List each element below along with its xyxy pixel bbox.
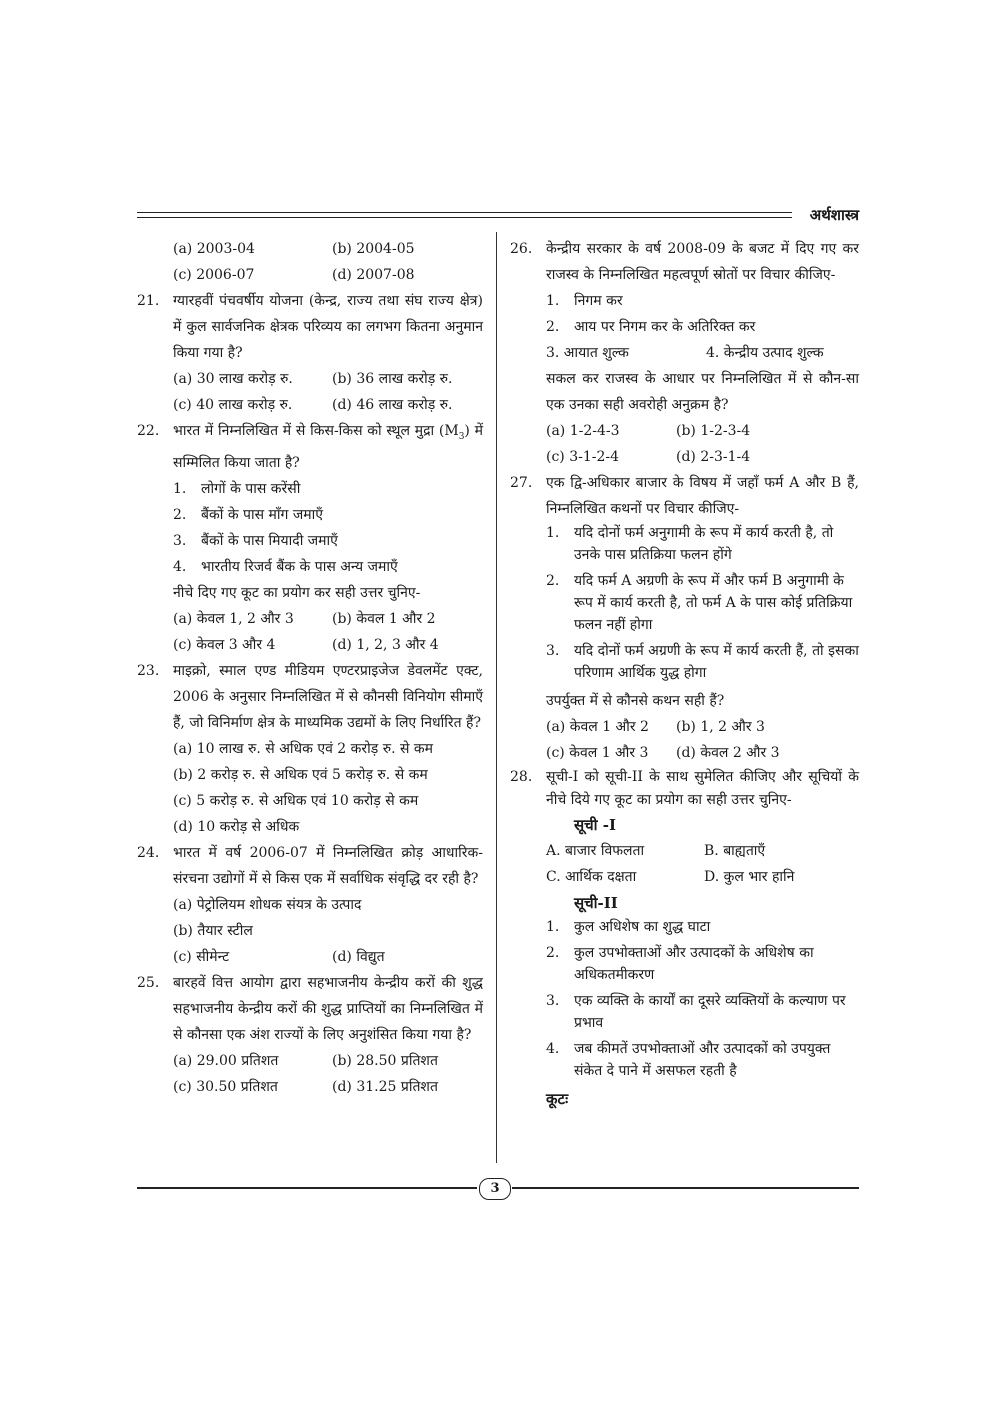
item-text: यदि दोनों फर्म अनुगामी के रूप में कार्य करती है, तो उनके पास प्रतिक्रिया फलन होंगे xyxy=(574,525,834,563)
list-1-item: D. कुल भार हानि xyxy=(704,869,795,885)
question-27-options xyxy=(510,714,859,766)
header-rule xyxy=(137,217,792,218)
option: (c) सीमेन्ट xyxy=(173,948,230,965)
item-text: भारतीय रिजर्व बैंक के पास अन्य जमाएँ xyxy=(201,558,398,575)
question-22-options xyxy=(137,606,483,658)
header-rule xyxy=(137,212,792,213)
item-text: यदि दोनों फर्म अग्रणी के रूप में कार्य करती हैं, तो इसका परिणाम आर्थिक युद्ध होगा xyxy=(574,643,859,681)
option: (d) 46 लाख करोड़ रु. xyxy=(332,397,453,413)
option: (a) 1-2-4-3 xyxy=(546,423,620,439)
column-divider xyxy=(496,232,497,1163)
option: (d) 2-3-1-4 xyxy=(676,449,751,465)
option: (c) 5 करोड़ रु. से अधिक एवं 10 करोड़ से कम xyxy=(173,792,419,809)
item-number: 3. xyxy=(173,532,187,549)
list-1-item: C. आर्थिक दक्षता xyxy=(546,869,637,885)
option: (c) 40 लाख करोड़ रु. xyxy=(173,397,293,413)
item-text: लोगों के पास करेंसी xyxy=(201,480,301,497)
question-26-options xyxy=(510,418,859,470)
question-21 xyxy=(137,288,483,366)
list-item xyxy=(137,476,483,502)
option: (c) 30.50 प्रतिशत xyxy=(173,1078,278,1095)
list-1-item: B. बाह्यताएँ xyxy=(704,843,766,859)
option: (c) 2006-07 xyxy=(173,267,255,283)
question-text-part: ) में सम्मिलित किया जाता है? xyxy=(173,423,483,471)
footer-rule xyxy=(512,1187,859,1189)
option: (d) 31.25 प्रतिशत xyxy=(332,1078,438,1095)
list-item xyxy=(510,314,859,340)
question-text xyxy=(173,418,483,476)
question-number: 26. xyxy=(510,241,533,257)
list-2-title: सूची-II xyxy=(574,894,618,912)
instruction-text: नीचे दिए गए कूट का प्रयोग कर सही उत्तर चुनिए- xyxy=(173,584,421,601)
option: (b) केवल 1 और 2 xyxy=(332,610,436,627)
question-text: एक द्वि-अधिकार बाजार के विषय में जहाँ फर्म A और B हैं, निम्नलिखित कथनों पर विचार कीजिए- xyxy=(546,475,859,517)
option: (b) 2 करोड़ रु. से अधिक एवं 5 करोड़ रु. से कम xyxy=(173,766,428,783)
question-number: 23. xyxy=(137,662,160,679)
prev-question-options xyxy=(137,236,483,288)
option: (b) 28.50 प्रतिशत xyxy=(332,1052,438,1069)
item-number: 2. xyxy=(546,573,560,589)
left-column xyxy=(137,236,483,1100)
list-item xyxy=(510,570,859,636)
item-number: 2. xyxy=(546,319,560,335)
option: (a) पेट्रोलियम शोधक संयत्र के उत्पाद xyxy=(173,896,362,913)
question-number: 22. xyxy=(137,423,160,439)
option: (d) 1, 2, 3 और 4 xyxy=(332,636,439,653)
list-item xyxy=(510,288,859,314)
subscript: 3 xyxy=(458,431,465,442)
item-number: 1. xyxy=(546,525,560,541)
page-number: 3 xyxy=(479,1178,511,1200)
item-number: 3. xyxy=(546,643,560,659)
option: (d) विद्युत xyxy=(332,948,385,965)
list-2-item xyxy=(510,916,859,938)
question-number: 21. xyxy=(137,293,160,309)
option: (b) 36 लाख करोड़ रु. xyxy=(332,371,453,387)
list-item: 3. आयात शुल्क xyxy=(546,345,629,361)
question-number: 27. xyxy=(510,475,533,491)
option: (b) 2004-05 xyxy=(332,241,415,257)
item-text: कुल अधिशेष का शुद्ध घाटा xyxy=(574,919,711,935)
item-number: 4. xyxy=(173,558,187,575)
item-text: बैंकों के पास मियादी जमाएँ xyxy=(201,532,338,549)
question-26 xyxy=(510,236,859,288)
option: (a) 10 लाख रु. से अधिक एवं 2 करोड़ रु. से कम xyxy=(173,740,434,757)
option: (b) 1-2-3-4 xyxy=(676,423,751,439)
list-2-item xyxy=(510,1038,859,1082)
item-number: 1. xyxy=(546,293,560,309)
option: (c) केवल 3 और 4 xyxy=(173,636,276,653)
list-item-pair xyxy=(510,340,859,366)
list-2-item xyxy=(510,942,859,986)
question-24-options xyxy=(137,944,483,970)
item-text: बैंकों के पास माँग जमाएँ xyxy=(201,506,323,523)
instruction-text: उपर्युक्त में से कौनसे कथन सही हैं? xyxy=(546,693,725,709)
option: (a) 30 लाख करोड़ रु. xyxy=(173,371,293,387)
item-number: 1. xyxy=(546,919,560,935)
question-number: 25. xyxy=(137,974,160,991)
option: (a) केवल 1 और 2 xyxy=(546,719,649,735)
footer-rule xyxy=(137,1187,477,1189)
item-text: यदि फर्म A अग्रणी के रूप में और फर्म B अनुगामी के रूप में कार्य करती है, तो फर्म A के पास कोई प्रतिक्रिया फलन नहीं होगा xyxy=(574,573,853,633)
list-item xyxy=(137,528,483,554)
item-number: 2. xyxy=(173,506,187,523)
option: (b) तैयार स्टील xyxy=(173,922,253,939)
item-text: कुल उपभोक्ताओं और उत्पादकों के अधिशेष का अधिकतमीकरण xyxy=(574,945,814,983)
question-27 xyxy=(510,470,859,522)
option: (a) केवल 1, 2 और 3 xyxy=(173,610,294,627)
option: (c) केवल 1 और 3 xyxy=(546,745,649,761)
item-text: जब कीमतें उपभोक्ताओं और उत्पादकों को उपयुक्त संकेत दे पाने में असफल रहती है xyxy=(574,1041,831,1079)
list-2-item xyxy=(510,990,859,1034)
page-header xyxy=(137,205,859,227)
option: (c) 3-1-2-4 xyxy=(546,449,620,465)
question-text: ग्यारहवीं पंचवर्षीय योजना (केन्द्र, राज्य तथा संघ राज्य क्षेत्र) में कुल सार्वजनिक क्षेत्रक परिव्यय का लगभग कितना अनुमान किया गया है? xyxy=(173,293,483,361)
item-text: एक व्यक्ति के कार्यों का दूसरे व्यक्तियों के कल्याण पर प्रभाव xyxy=(574,993,846,1031)
question-21-options xyxy=(137,366,483,418)
instruction-text: सकल कर राजस्व के आधार पर निम्नलिखित में से कौन-सा एक उनका सही अवरोही अनुक्रम है? xyxy=(546,371,859,413)
option: (a) 29.00 प्रतिशत xyxy=(173,1052,279,1069)
list-item xyxy=(510,640,859,684)
option: (a) 2003-04 xyxy=(173,241,255,257)
question-text: केन्द्रीय सरकार के वर्ष 2008-09 के बजट में दिए गए कर राजस्व के निम्नलिखित महत्वपूर्ण स्रोतों पर विचार कीजिए- xyxy=(546,241,859,283)
option: (d) 2007-08 xyxy=(332,267,415,283)
list-item xyxy=(510,522,859,566)
list-item: 4. केन्द्रीय उत्पाद शुल्क xyxy=(706,345,824,361)
option: (d) 10 करोड़ से अधिक xyxy=(173,818,300,835)
list-item xyxy=(137,502,483,528)
header-title: अर्थशास्त्र xyxy=(809,206,859,224)
question-23 xyxy=(137,658,483,736)
option: (d) केवल 2 और 3 xyxy=(676,745,780,761)
list-1-title: सूची -I xyxy=(574,816,617,834)
question-text: माइक्रो, स्माल एण्ड मीडियम एण्टरप्राइजेज डेवलमेंट एक्ट, 2006 के अनुसार निम्नलिखित में से कौनसी विनियोग सीमाएँ हैं, जो विनिर्माण क्षेत्र के माध्यमिक उद्यमों के लिए निर्धारित हैं? xyxy=(173,662,483,731)
code-label: कूटः xyxy=(546,1090,569,1108)
right-column xyxy=(510,236,859,1112)
question-text: भारत में वर्ष 2006-07 में निम्नलिखित क्रोड़ आधारिक-संरचना उद्योगों में से किस एक में सर्वाधिक संवृद्धि दर रही है? xyxy=(173,844,483,887)
question-text-part: भारत में निम्नलिखित में से किस-किस को स्थूल मुद्रा (M xyxy=(173,423,459,439)
item-text: आय पर निगम कर के अतिरिक्त कर xyxy=(574,319,756,335)
item-text: निगम कर xyxy=(574,293,623,309)
question-number: 24. xyxy=(137,844,160,861)
question-24 xyxy=(137,840,483,892)
list-item xyxy=(137,554,483,580)
item-number: 3. xyxy=(546,993,560,1009)
question-25-options xyxy=(137,1048,483,1100)
question-number: 28. xyxy=(510,769,533,785)
item-number: 1. xyxy=(173,480,187,497)
question-text: बारहवें वित्त आयोग द्वारा सहभाजनीय केन्द्रीय करों की शुद्ध सहभाजनीय केन्द्रीय करों की शुद्ध प्राप्तियों का निम्नलिखित में से कौनसा एक अंश राज्यों के लिए अनुशंसित किया गया है? xyxy=(173,974,483,1043)
question-28 xyxy=(510,766,859,812)
item-number: 2. xyxy=(546,945,560,961)
question-25 xyxy=(137,970,483,1048)
list-1 xyxy=(510,838,859,890)
list-1-item: A. बाजार विफलता xyxy=(546,843,645,859)
item-number: 4. xyxy=(546,1041,560,1057)
option: (b) 1, 2 और 3 xyxy=(676,719,765,735)
question-text: सूची-I को सूची-II के साथ सुमेलित कीजिए और सूचियों के नीचे दिये गए कूट का प्रयोग का सही उत्तर चुनिए- xyxy=(546,769,859,808)
question-22 xyxy=(137,418,483,476)
